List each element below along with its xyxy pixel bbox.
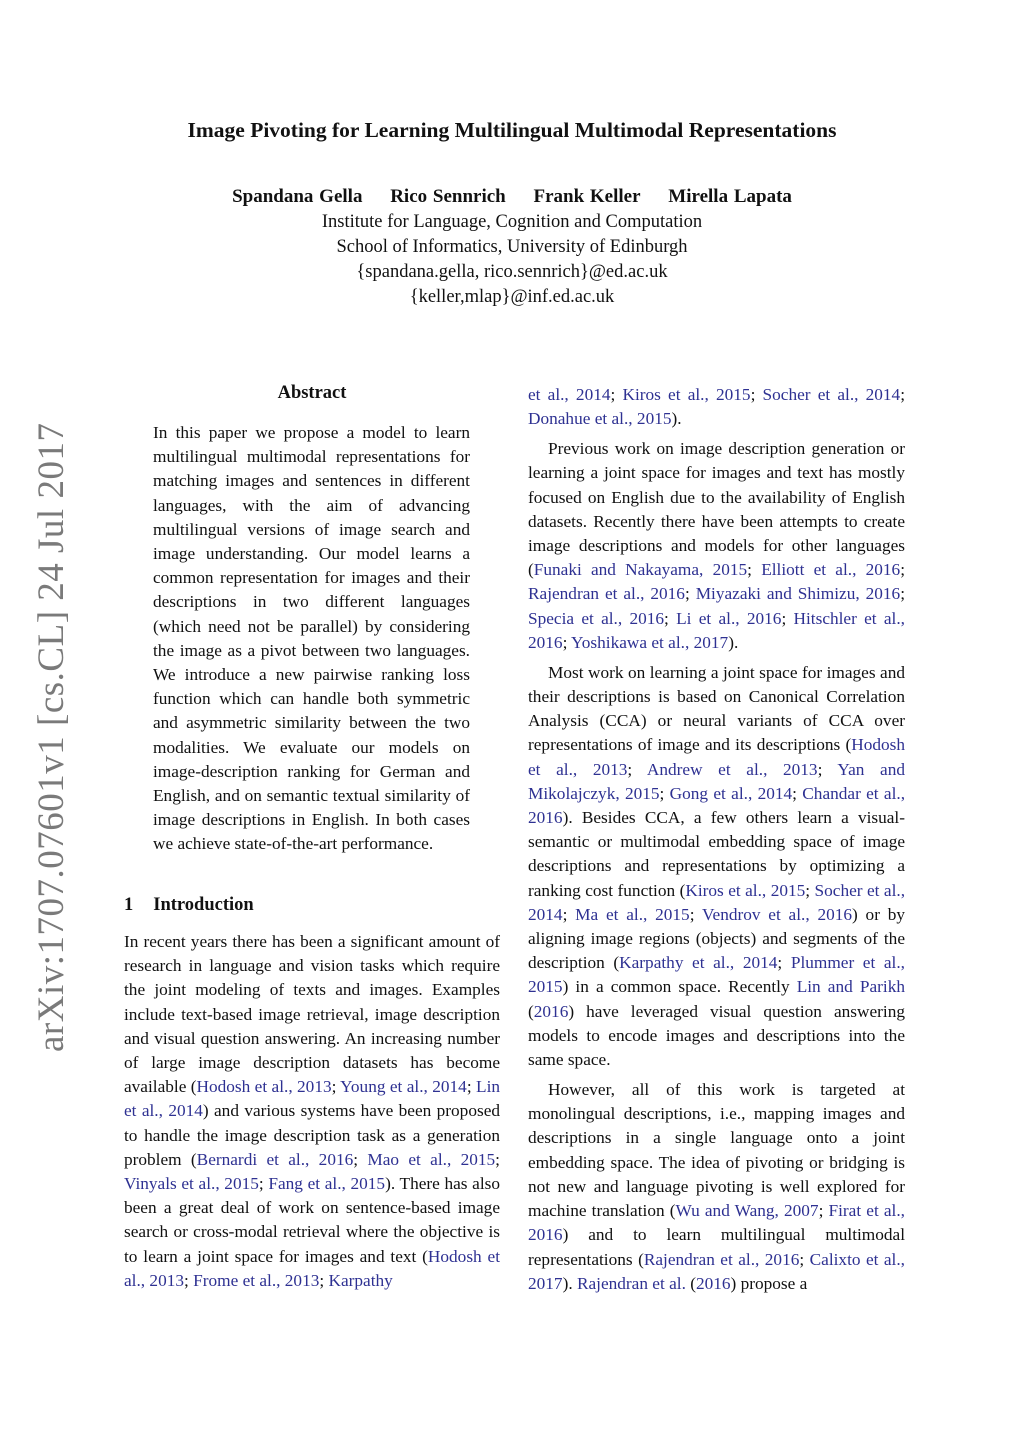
- body-text: ;: [805, 880, 815, 900]
- body-text: ;: [799, 1249, 810, 1269]
- intro-right-column: [528, 383, 905, 1302]
- intro-paragraph: [528, 1078, 905, 1296]
- intro-left-column: [124, 930, 500, 1293]
- body-text: ) or by aligning image regions (objects) and segments of the description (: [528, 904, 906, 973]
- body-text: ;: [466, 1077, 477, 1097]
- citation-link[interactable]: Hodosh et al., 2013: [124, 1246, 500, 1290]
- body-text: ;: [818, 1201, 829, 1221]
- citation-link[interactable]: Karpathy et al., 2014: [619, 953, 778, 973]
- citation-link[interactable]: Kiros et al., 2015: [622, 385, 751, 404]
- citation-link[interactable]: Li et al., 2016: [676, 608, 782, 628]
- citation-link[interactable]: Vendrov et al., 2016: [701, 904, 853, 924]
- body-text: ;: [258, 1174, 269, 1194]
- citation-link[interactable]: Gong et al., 2014: [669, 783, 793, 803]
- citation-link[interactable]: Hodosh et al., 2013: [528, 735, 905, 779]
- citation-link[interactable]: Kiros et al., 2015: [685, 880, 806, 900]
- citation-link[interactable]: Mao et al., 2015: [367, 1149, 496, 1169]
- citation-link[interactable]: Elliott et al., 2016: [761, 560, 901, 580]
- body-text: ;: [319, 1270, 329, 1290]
- citation-link[interactable]: Yan and Mikolajczyk, 2015: [528, 759, 906, 803]
- body-text: ) and various systems have been proposed to handle the image description task as a generation problem (: [124, 1101, 500, 1169]
- intro-paragraph: [528, 383, 905, 431]
- body-text: ;: [184, 1270, 194, 1290]
- body-text: ;: [900, 584, 905, 604]
- section-number: 1: [124, 895, 134, 915]
- citation-link[interactable]: Young et al., 2014: [340, 1077, 467, 1097]
- affiliation-line: Institute for Language, Cognition and Computation: [321, 212, 703, 232]
- citation-link[interactable]: Plummer et al., 2015: [528, 953, 906, 997]
- body-text: ).: [562, 1273, 577, 1293]
- body-text: ;: [562, 632, 572, 652]
- citation-link[interactable]: Socher et al., 2014: [762, 385, 901, 404]
- body-text: ) propose a: [730, 1273, 808, 1293]
- citation-link[interactable]: Calixto et al., 2017: [528, 1249, 906, 1293]
- citation-link[interactable]: Lin et al., 2014: [124, 1077, 501, 1121]
- body-text: ) and to learn multilingual multimodal representations (: [528, 1225, 905, 1269]
- citation-link[interactable]: Donahue et al., 2015: [528, 409, 672, 429]
- body-text: (: [685, 1273, 696, 1293]
- body-text: However, all of this work is targeted at monolingual descriptions, i.e., mapping images and descriptions in a single language onto a joint embedding space. The idea of pivoting or bridging is not new and language pivoting is well explored for machine translation (: [528, 1080, 905, 1221]
- body-text: ;: [792, 783, 803, 803]
- citation-link[interactable]: Frome et al., 2013: [193, 1270, 320, 1290]
- body-text: ).: [671, 409, 682, 429]
- body-text: ;: [664, 608, 677, 628]
- body-text: ;: [684, 584, 696, 604]
- citation-link[interactable]: et al., 2014: [528, 385, 611, 404]
- author-list: [0, 186, 1024, 208]
- author-name: Mirella Lapata: [668, 186, 792, 207]
- author-name: Rico Sennrich: [390, 186, 506, 207]
- body-text: ;: [659, 783, 670, 803]
- citation-link[interactable]: 2016: [533, 1001, 569, 1021]
- body-text: ). Besides CCA, a few others learn a visual-semantic or multimodal embedding space of image descriptions and representations by optimizing a ranking cost function (: [528, 808, 905, 900]
- intro-paragraph: [124, 930, 500, 1293]
- body-text: ;: [747, 560, 762, 580]
- body-text: ;: [627, 759, 647, 779]
- abstract-text: In this paper we propose a model to learn multilingual multimodal representations for matching images and sentences in different languages, with the aim of advancing multilingual versions of image search and image understanding. Our model learns a common representation for images and their descriptions in two different languages (which need not be parallel) by considering the image as a pivot between two languages. We introduce a new pairwise ranking loss function which can handle both symmetric and asymmetric similarity between the two modalities. We evaluate our models on image-description ranking for German and English, and on semantic textual similarity of image descriptions in English. In both cases we achieve state-of-the-art performance.: [153, 423, 470, 854]
- author-name: Spandana Gella: [232, 186, 363, 207]
- body-text: Most work on learning a joint space for images and their descriptions is based on Canonical Correlation Analysis (CCA) or neural variants of CCA over representations of image and its descriptions (: [528, 662, 905, 755]
- body-text: ;: [900, 560, 906, 580]
- citation-link[interactable]: Specia et al., 2016: [528, 608, 665, 628]
- citation-link[interactable]: Ma et al., 2015: [575, 904, 690, 924]
- body-text: ;: [689, 904, 702, 924]
- body-text: ;: [610, 385, 623, 404]
- body-text: ;: [331, 1077, 341, 1097]
- paper-title: Image Pivoting for Learning Multilingual Multimodal Representations: [187, 118, 837, 142]
- citation-link[interactable]: Yoshikawa et al., 2017: [571, 632, 729, 652]
- body-text: In recent years there has been a significant amount of research in language and vision tasks which require the joint modeling of texts and images. Examples include text-based image retrieval, image description and visual question answering. An increasing number of large image description datasets has become available (: [124, 932, 500, 1097]
- citation-link[interactable]: Firat et al., 2016: [528, 1201, 905, 1245]
- body-text: ;: [817, 759, 838, 779]
- author-name: Frank Keller: [533, 186, 641, 207]
- citation-link[interactable]: Wu and Wang, 2007: [675, 1201, 819, 1221]
- intro-paragraph: [528, 661, 905, 1072]
- body-text: ;: [900, 385, 906, 404]
- affiliation-line: School of Informatics, University of Edinburgh: [336, 237, 688, 257]
- body-text: (: [528, 1001, 534, 1021]
- citation-link[interactable]: Hodosh et al., 2013: [196, 1077, 332, 1097]
- body-text: ;: [777, 953, 791, 973]
- body-text: ;: [750, 385, 763, 404]
- body-text: ;: [781, 608, 794, 628]
- body-text: ) have leveraged visual question answering models to encode images and descriptions into the same space.: [528, 1001, 905, 1070]
- citation-link[interactable]: Vinyals et al., 2015: [124, 1174, 259, 1194]
- body-text: Previous work on image description generation or learning a joint space for images and text has mostly focused on English due to the availability of English datasets. Recently there have been attempts to create image descriptions and models for other languages (: [528, 439, 905, 580]
- citation-link[interactable]: Miyazaki and Shimizu, 2016: [695, 584, 901, 604]
- arxiv-stamp: arXiv:1707.07601v1 [cs.CL] 24 Jul 2017: [31, 422, 72, 1052]
- citation-link[interactable]: Socher et al., 2014: [528, 880, 906, 924]
- citation-link[interactable]: Fang et al., 2015: [268, 1174, 386, 1194]
- body-text: ;: [562, 904, 576, 924]
- section-heading: [124, 895, 254, 916]
- citation-link[interactable]: Funaki and Nakayama, 2015: [533, 560, 748, 580]
- intro-paragraph: [528, 437, 905, 655]
- body-text: ). There has also been a great deal of work on sentence-based image search or cross-modal retrieval where the objective is to learn a joint space for images and text (: [124, 1174, 501, 1266]
- citation-link[interactable]: Lin and Parikh: [796, 977, 905, 997]
- citation-link[interactable]: Bernardi et al., 2016: [196, 1149, 354, 1169]
- citation-link[interactable]: Rajendran et al., 2016: [643, 1249, 800, 1269]
- citation-link[interactable]: Hitschler et al., 2016: [528, 608, 905, 652]
- email-line: {spandana.gella, rico.sennrich}@ed.ac.uk: [356, 262, 668, 282]
- section-title: Introduction: [153, 895, 254, 915]
- body-text: ;: [495, 1149, 500, 1169]
- citation-link[interactable]: Andrew et al., 2013: [646, 759, 818, 779]
- body-text: ;: [353, 1149, 368, 1169]
- citation-link[interactable]: Karpathy: [328, 1270, 393, 1290]
- body-text: ) in a common space. Recently: [562, 977, 797, 997]
- abstract-heading: Abstract: [277, 383, 347, 403]
- citation-link[interactable]: 2016: [695, 1273, 731, 1293]
- body-text: ).: [728, 632, 739, 652]
- email-line: {keller,mlap}@inf.ed.ac.uk: [409, 287, 615, 307]
- citation-link[interactable]: Rajendran et al.: [576, 1273, 686, 1293]
- citation-link[interactable]: Chandar et al., 2016: [528, 783, 906, 828]
- citation-link[interactable]: Rajendran et al., 2016: [528, 584, 685, 604]
